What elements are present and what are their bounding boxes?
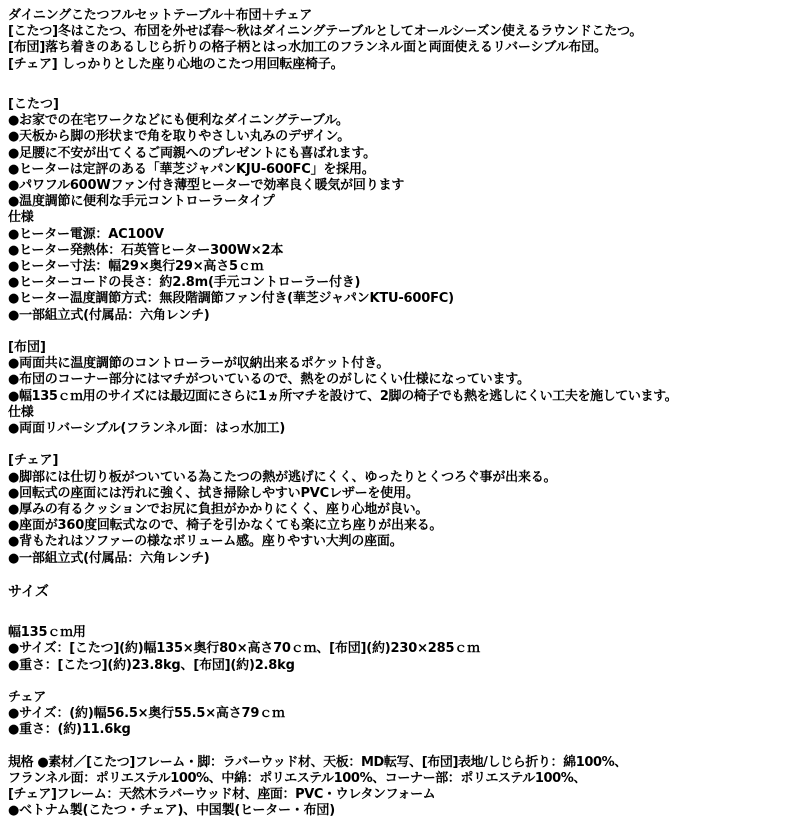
kotatsu-bullet-4: ●ヒーターは定評のある「華芝ジャパンKJU-600FC」を採用。: [8, 161, 375, 177]
futon-bullet-1: ●両面共に温度調節のコントローラーが収納出来るポケット付き。: [8, 356, 390, 372]
chair-bullet-1: ●脚部には仕切り板がついている為こたつの熱が逃げにくく、ゆったりとくつろぐ事が出来る。: [8, 469, 557, 485]
kotatsu-bullet-3: ●足腰に不安が出てくるご両親へのプレゼントにも喜ばれます。: [8, 145, 376, 161]
chair-bullet-2: ●回転式の座面には汚れに強く、拭き掃除しやすいPVCレザーを使用。: [8, 485, 419, 501]
futon-bullet-2: ●布団のコーナー部分にはマチがついているので、熱をのがしにくい仕様になっています。: [8, 372, 530, 388]
futon-bullet-3: ●幅135ｃｍ用のサイズには最辺面にさらに1ヵ所マチを設けて、2脚の椅子でも熱を逃しにくい工夫を施しています。: [8, 388, 678, 404]
size-group-label-135: 幅135ｃｍ用: [8, 625, 86, 641]
intro-line-1: [こたつ]冬はこたつ、布団を外せば春～秋はダイニングテーブルとしてオールシーズン使えるラウンドこたつ。: [8, 24, 643, 40]
section-heading-kotatsu: [こたつ]: [8, 97, 59, 112]
kotatsu-spec-3: ●ヒーター寸法：幅29×奥行29×高さ5ｃｍ: [8, 259, 264, 275]
size-group-chair-line-1: ●サイズ：(約)幅56.5×奥行55.5×高さ79ｃｍ: [8, 706, 285, 722]
spacer: [8, 73, 794, 89]
kotatsu-spec-1: ●ヒーター電源：AC100V: [8, 226, 164, 242]
chair-bullet-5: ●背もたれはソファーの様なボリューム感。座りやすい大判の座面。: [8, 534, 403, 550]
chair-bullet-6: ●一部組立式(付属品：六角レンチ): [8, 550, 210, 566]
material-line-2: フランネル面：ポリエステル100%、中綿：ポリエステル100%、コーナー部：ポリエステル100%、: [8, 771, 586, 787]
section-heading-chair: [チェア]: [8, 453, 59, 469]
product-title: ダイニングこたつフルセットテーブル＋布団＋チェア: [8, 8, 313, 23]
kotatsu-bullet-2: ●天板から脚の形状まで角を取りやさしい丸みのデザイン。: [8, 129, 350, 145]
spacer: [8, 601, 794, 617]
material-line-3: [チェア]フレーム：天然木ラバーウッド材、座面：PVC・ウレタンフォーム: [8, 787, 436, 803]
spacer: [8, 674, 794, 690]
kotatsu-bullet-1: ●お家での在宅ワークなどにも便利なダイニングテーブル。: [8, 113, 349, 129]
spacer: [8, 89, 794, 97]
chair-bullet-4: ●座面が360度回転式なので、椅子を引かなくても楽に立ち座りが出来る。: [8, 518, 443, 534]
chair-bullet-3: ●厚みの有るクッションでお尻に負担がかかりにくく、座り心地が良い。: [8, 502, 429, 518]
kotatsu-bullet-6: ●温度調節に便利な手元コントローラータイプ: [8, 194, 275, 210]
kotatsu-spec-4: ●ヒーターコードの長さ：約2.8m(手元コントローラー付き): [8, 275, 361, 291]
size-group-135-line-1: ●サイズ：[こたつ](約)幅135×奥行80×高さ70ｃｍ、[布団](約)230×285ｃｍ: [8, 641, 480, 657]
kotatsu-spec-label: 仕様: [8, 210, 34, 226]
spacer: [8, 617, 794, 625]
material-line-1: 規格 ●素材／[こたつ]フレーム・脚：ラバーウッド材、天板：MD転写、[布団]表地/しじら折り：綿100%、: [8, 754, 627, 770]
material-line-4: ●ベトナム製(こたつ・チェア)、中国製(ヒーター・布団): [8, 803, 335, 819]
spacer: [8, 324, 794, 340]
spacer: [8, 567, 794, 583]
spacer: [8, 437, 794, 453]
kotatsu-spec-2: ●ヒーター発熱体：石英管ヒーター300W×2本: [8, 242, 284, 258]
kotatsu-spec-6: ●一部組立式(付属品：六角レンチ): [8, 307, 210, 323]
section-heading-futon: [布団]: [8, 340, 46, 356]
size-heading: サイズ: [8, 584, 49, 601]
futon-spec-label: 仕様: [8, 404, 34, 420]
kotatsu-spec-5: ●ヒーター温度調節方式：無段階調節ファン付き(華芝ジャパンKTU-600FC): [8, 291, 454, 307]
size-group-135-line-2: ●重さ：[こたつ](約)23.8kg、[布団](約)2.8kg: [8, 657, 295, 673]
intro-line-3: [チェア] しっかりとした座り心地のこたつ用回転座椅子。: [8, 56, 344, 72]
kotatsu-bullet-5: ●パワフル600Wファン付き薄型ヒーターで効率良く暖気が回ります: [8, 178, 405, 194]
futon-spec-1: ●両面リバーシブル(フランネル面：はっ水加工): [8, 421, 286, 437]
spacer: [8, 739, 794, 755]
size-group-label-chair: チェア: [8, 690, 47, 706]
size-group-chair-line-2: ●重さ：(約)11.6kg: [8, 722, 131, 738]
intro-line-2: [布団]落ち着きのあるしじら折りの格子柄とはっ水加工のフランネル面と両面使えるリバーシブル布団。: [8, 40, 607, 56]
